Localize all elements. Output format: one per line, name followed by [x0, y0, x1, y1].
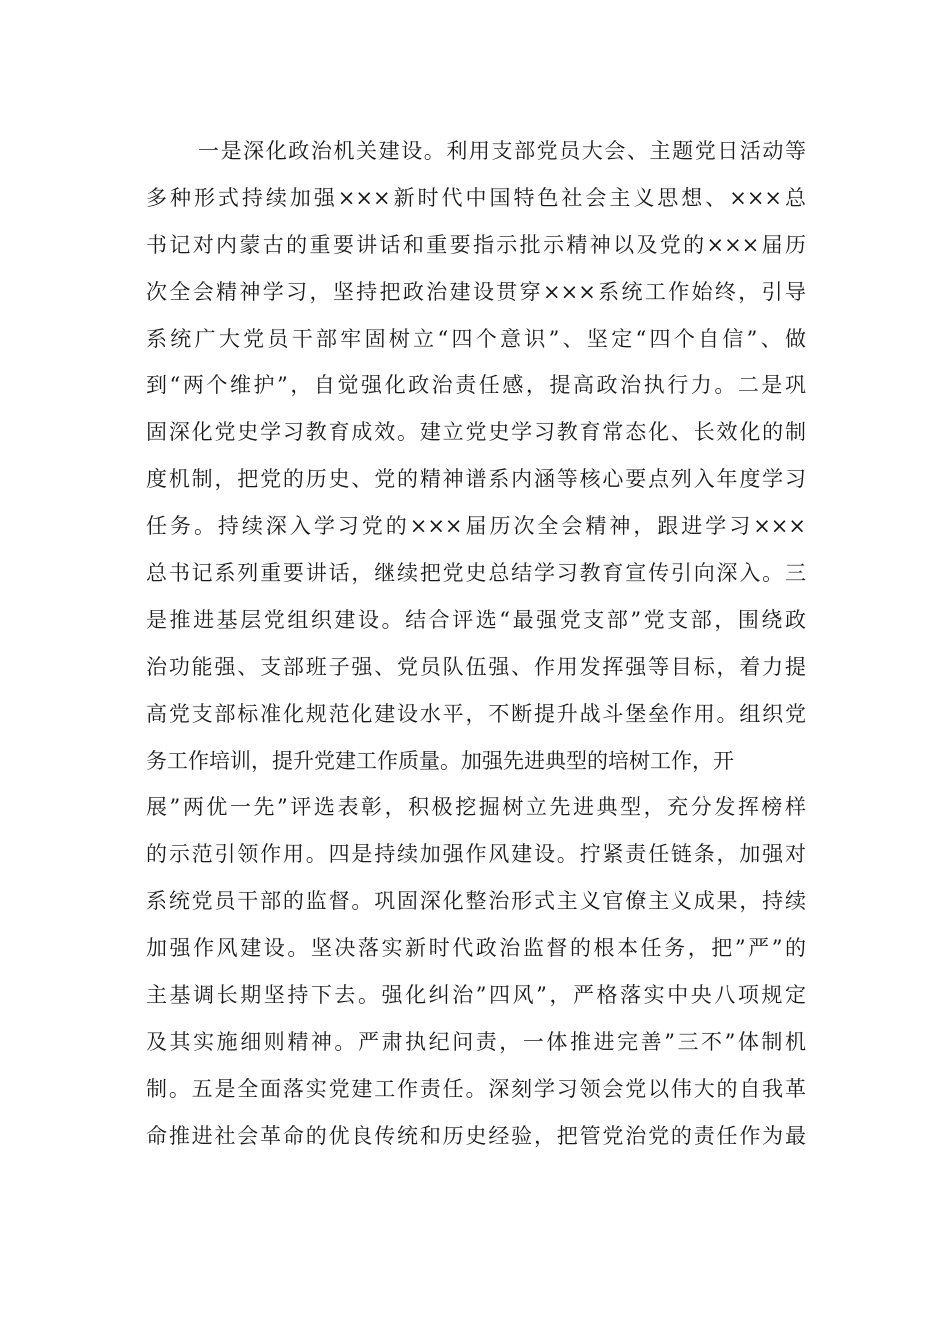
text-line: 的示范引领作用。四是持续加强作风建设。拧紧责任链条，加强对 — [146, 842, 806, 867]
text-line: 高党支部标准化规范化建设水平，不断提升战斗堡垒作用。组织党 — [146, 701, 806, 726]
text-line: 系统党员干部的监督。巩固深化整治形式主义官僚主义成果，持续 — [146, 889, 806, 914]
text-line: 系统广大党员干部牢固树立“四个意识”、坚定“四个自信”、做 — [146, 326, 806, 351]
text-line: 次全会精神学习，坚持把政治建设贯穿×××系统工作始终，引导 — [146, 279, 806, 304]
body-paragraph — [146, 128, 806, 1160]
text-line: 务工作培训，提升党建工作质量。加强先进典型的培树工作，开 — [146, 748, 734, 773]
text-line: 度机制，把党的历史、党的精神谱系内涵等核心要点列入年度学习 — [146, 467, 806, 492]
text-line: 加强作风建设。坚决落实新时代政治监督的根本任务，把”严”的 — [146, 936, 806, 961]
text-line: 展”两优一先”评选表彰，积极挖掘树立先进典型，充分发挥榜样 — [146, 795, 806, 820]
text-line: 固深化党史学习教育成效。建立党史学习教育常态化、长效化的制 — [146, 420, 806, 445]
text-line: 一是深化政治机关建设。利用支部党员大会、主题党日活动等 — [198, 139, 806, 163]
text-line: 及其实施细则精神。严肃执纪问责，一体推进完善”三不”体制机 — [146, 1029, 806, 1054]
text-line: 书记对内蒙古的重要讲话和重要指示批示精神以及党的×××届历 — [146, 232, 806, 257]
text-line: 命推进社会革命的优良传统和历史经验，把管党治党的责任作为最 — [146, 1123, 806, 1148]
text-line: 主基调长期坚持下去。强化纠治”四风”，严格落实中央八项规定 — [146, 983, 806, 1008]
text-line: 到“两个维护”，自觉强化政治责任感，提高政治执行力。二是巩 — [146, 373, 806, 398]
text-line: 多种形式持续加强×××新时代中国特色社会主义思想、×××总 — [146, 185, 806, 210]
text-line: 治功能强、支部班子强、党员队伍强、作用发挥强等目标，着力提 — [146, 654, 806, 679]
text-line: 制。五是全面落实党建工作责任。深刻学习领会党以伟大的自我革 — [146, 1076, 806, 1101]
text-line: 是推进基层党组织建设。结合评选“最强党支部”党支部，围绕政 — [146, 607, 806, 632]
text-line: 总书记系列重要讲话，继续把党史总结学习教育宣传引向深入。三 — [146, 561, 806, 586]
text-line: 任务。持续深入学习党的×××届历次全会精神，跟进学习××× — [146, 514, 806, 539]
